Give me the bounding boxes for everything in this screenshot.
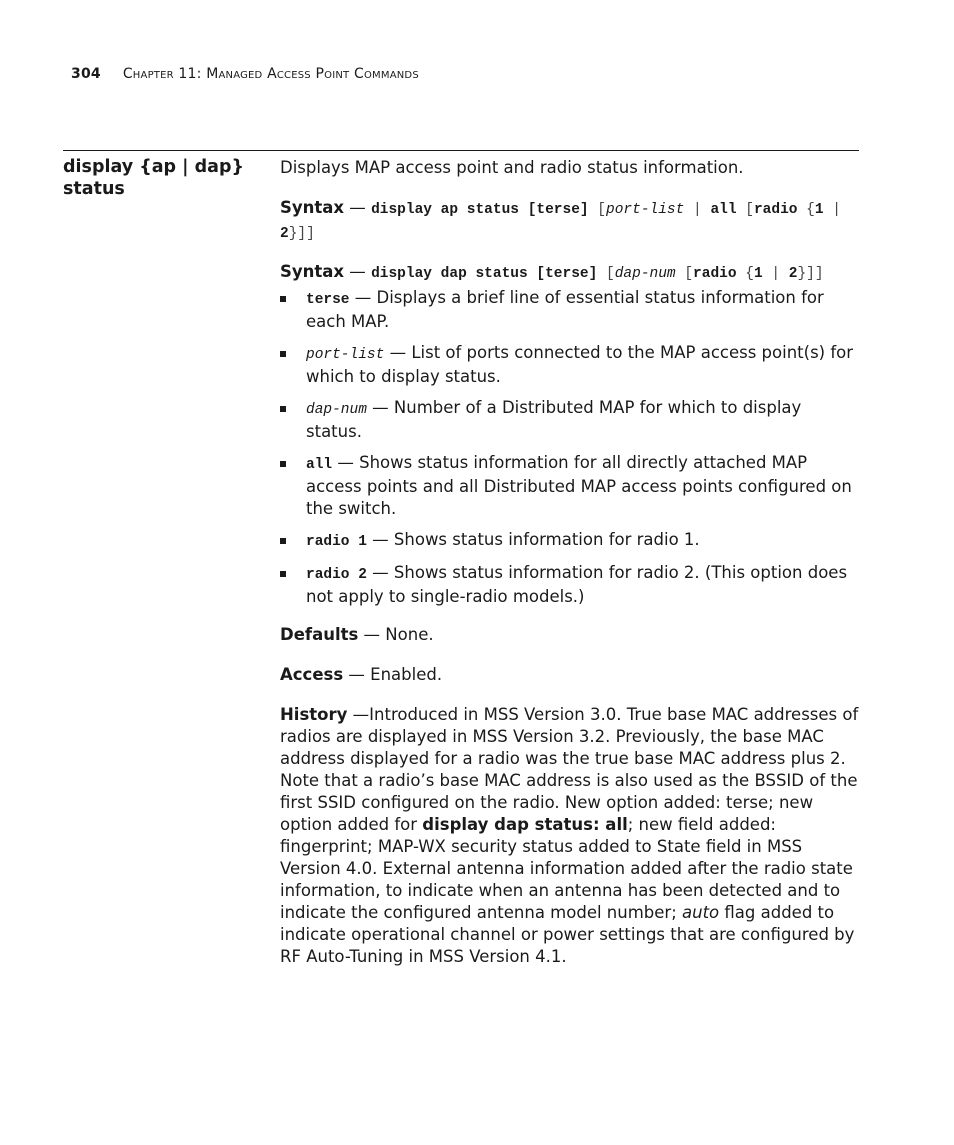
list-item xyxy=(280,342,860,388)
syntax-bracket: [ xyxy=(736,202,754,218)
command-title-line2: status xyxy=(63,179,125,199)
history-command: display dap status: all xyxy=(422,815,628,834)
syntax-dash: — xyxy=(344,198,372,217)
syntax-keyword: radio xyxy=(753,202,798,218)
syntax-command: display ap status [terse] xyxy=(371,202,589,218)
chapter-title: Chapter 11: Managed Access Point Commands xyxy=(122,66,419,82)
defaults xyxy=(280,624,860,646)
history-text: ; new field added: fingerprint; MAP-WX security status added to State field in MSS Version 4.0. External antenna information added after the radio state information, to indicate when an antenna has been detected and to indicate the configured antenna model number; xyxy=(280,815,853,922)
syntax-ap xyxy=(280,197,860,245)
section-divider xyxy=(63,150,859,151)
access-text: — Enabled. xyxy=(343,665,443,684)
list-item xyxy=(280,562,860,608)
bullet-icon xyxy=(280,461,286,467)
command-body xyxy=(280,157,860,986)
syntax-dap xyxy=(280,261,860,285)
param-name: all xyxy=(306,457,333,473)
param-name: terse xyxy=(306,292,350,308)
access-label: Access xyxy=(280,665,344,684)
param-name: port-list xyxy=(306,347,385,363)
history-label: History xyxy=(280,705,348,724)
syntax-brace: { xyxy=(736,266,754,282)
bullet-icon xyxy=(280,571,286,577)
bullet-icon xyxy=(280,351,286,357)
list-item xyxy=(280,397,860,443)
param-desc: — Shows status information for radio 2. (This option does not apply to single-radio models.) xyxy=(306,563,848,606)
param-name: radio 1 xyxy=(306,534,367,550)
syntax-separator: | xyxy=(823,202,841,218)
defaults-label: Defaults xyxy=(280,625,359,644)
access xyxy=(280,664,860,686)
param-desc: — Shows status information for radio 1. xyxy=(366,530,700,549)
param-desc: — Number of a Distributed MAP for which to display status. xyxy=(306,398,802,441)
list-item xyxy=(280,529,860,553)
syntax-brace: }]] xyxy=(288,226,315,242)
syntax-brace: }]] xyxy=(797,266,824,282)
list-item xyxy=(280,452,860,520)
history-flag: auto xyxy=(682,903,720,922)
syntax-separator: | xyxy=(762,266,789,282)
syntax-bracket: [ xyxy=(597,266,615,282)
param-name: dap-num xyxy=(306,402,367,418)
list-item xyxy=(280,287,860,333)
syntax-keyword: radio xyxy=(693,266,737,282)
bullet-icon xyxy=(280,406,286,412)
syntax-keyword: 1 xyxy=(753,266,763,282)
syntax-arg: dap-num xyxy=(614,266,676,282)
syntax-dash: — xyxy=(344,262,372,281)
page-number: 304 xyxy=(71,66,101,82)
syntax-keyword: 1 xyxy=(814,202,824,218)
running-header xyxy=(71,66,419,82)
bullet-icon xyxy=(280,296,286,302)
syntax-bracket: [ xyxy=(675,266,694,282)
syntax-separator: | xyxy=(684,202,711,218)
history xyxy=(280,704,860,968)
syntax-keyword: 2 xyxy=(280,226,289,242)
param-desc: — List of ports connected to the MAP access point(s) for which to display status. xyxy=(306,343,854,386)
syntax-label: Syntax xyxy=(280,198,345,217)
bullet-icon xyxy=(280,538,286,544)
parameter-list xyxy=(280,287,860,608)
syntax-keyword: all xyxy=(710,202,737,218)
syntax-keyword: 2 xyxy=(788,266,798,282)
param-desc: — Displays a brief line of essential status information for each MAP. xyxy=(306,288,824,331)
history-text: flag added to indicate operational channel or power settings that are configured by RF Auto-Tuning in MSS Version 4.1. xyxy=(280,903,855,966)
param-name: radio 2 xyxy=(306,567,367,583)
command-title xyxy=(63,156,263,200)
command-description: Displays MAP access point and radio status information. xyxy=(280,158,744,177)
syntax-arg: port-list xyxy=(606,202,685,218)
syntax-bracket: [ xyxy=(588,202,607,218)
syntax-brace: { xyxy=(797,202,815,218)
command-title-line1: display {ap | dap} xyxy=(63,157,244,177)
syntax-label: Syntax xyxy=(280,262,345,281)
history-text: —Introduced in MSS Version 3.0. True base MAC addresses of radios are displayed in MSS Version 3.2. Previously, the base MAC address displayed for a radio was the true base MAC address plus 2. Note that a radio’s base MAC address is also used as the BSSID of the first SSID configured on the radio. New option added: terse; new option added for xyxy=(280,705,859,834)
defaults-text: — None. xyxy=(358,625,434,644)
param-desc: — Shows status information for all directly attached MAP access points and all Distributed MAP access points configured on the switch. xyxy=(306,453,852,518)
syntax-command: display dap status [terse] xyxy=(371,266,598,282)
